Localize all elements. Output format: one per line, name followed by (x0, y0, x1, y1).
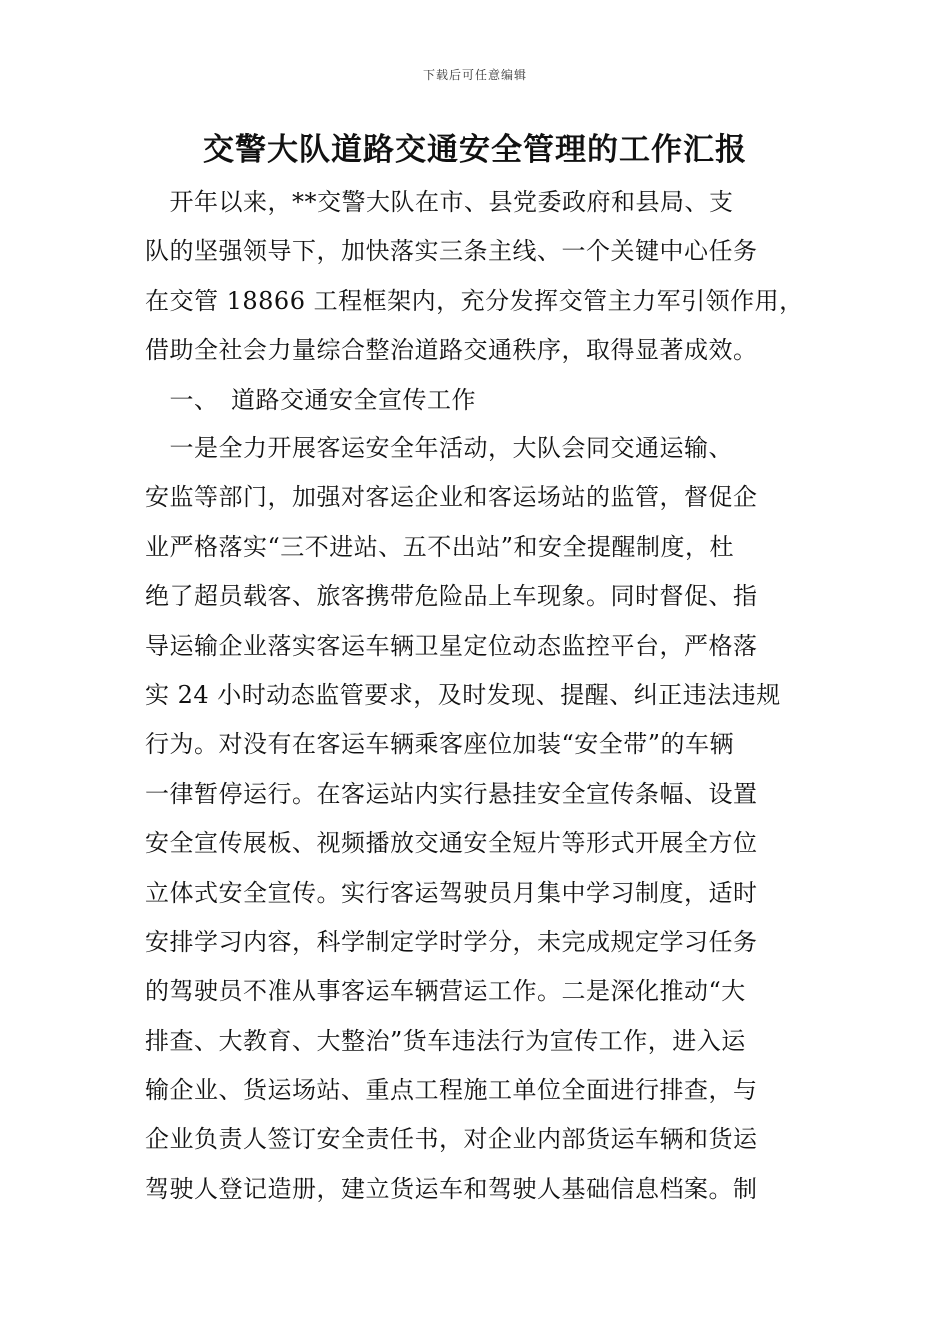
paragraph-line: 输企业、货运场站、重点工程施工单位全面进行排查，与 (145, 1076, 758, 1105)
intro-paragraph (145, 178, 815, 376)
paragraph-line: 在交管 18866 工程框架内，充分发挥交管主力军引领作用， (145, 286, 804, 315)
document-title: 交警大队道路交通安全管理的工作汇报 (203, 132, 747, 168)
section-heading-text: 一、 道路交通安全宣传工作 (145, 386, 476, 414)
paragraph-line: 行为。对没有在客运车辆乘客座位加装“安全带”的车辆 (145, 730, 735, 759)
paragraph-line: 导运输企业落实客运车辆卫星定位动态监控平台，严格落 (145, 631, 758, 660)
paragraph-line: 借助全社会力量综合整治道路交通秩序，取得显著成效。 (145, 336, 758, 365)
paragraph-line: 开年以来，**交警大队在市、县党委政府和县局、支 (145, 188, 734, 216)
paragraph-line: 安监等部门，加强对客运企业和客运场站的监管，督促企 (145, 483, 758, 512)
paragraph-line: 一律暂停运行。在客运站内实行悬挂安全宣传条幅、设置 (145, 779, 758, 808)
paragraph-line: 安全宣传展板、视频播放交通安全短片等形式开展全方位 (145, 829, 758, 858)
header-note: 下载后可任意编辑 (422, 68, 527, 82)
paragraph-line: 的驾驶员不准从事客运车辆营运工作。二是深化推动“大 (145, 977, 746, 1006)
section-paragraph (145, 424, 815, 1214)
paragraph-line: 排查、大教育、大整治”货车违法行为宣传工作，进入运 (145, 1026, 746, 1055)
paragraph-line: 业严格落实“三不进站、五不出站”和安全提醒制度，杜 (145, 532, 735, 561)
paragraph-line: 绝了超员载客、旅客携带危险品上车现象。同时督促、指 (145, 582, 758, 611)
paragraph-line: 实 24 小时动态监管要求，及时发现、提醒、纠正违法违规 (145, 680, 781, 709)
paragraph-line: 企业负责人签订安全责任书，对企业内部货运车辆和货运 (145, 1125, 758, 1154)
paragraph-line: 队的坚强领导下，加快落实三条主线、一个关键中心任务 (145, 237, 758, 266)
section-heading (145, 376, 815, 425)
paragraph-line: 安排学习内容，科学制定学时学分，未完成规定学习任务 (145, 927, 758, 956)
paragraph-line: 驾驶人登记造册，建立货运车和驾驶人基础信息档案。制 (145, 1174, 758, 1203)
paragraph-line: 立体式安全宣传。实行客运驾驶员月集中学习制度，适时 (145, 878, 758, 907)
paragraph-line: 一是全力开展客运安全年活动，大队会同交通运输、 (145, 434, 733, 462)
